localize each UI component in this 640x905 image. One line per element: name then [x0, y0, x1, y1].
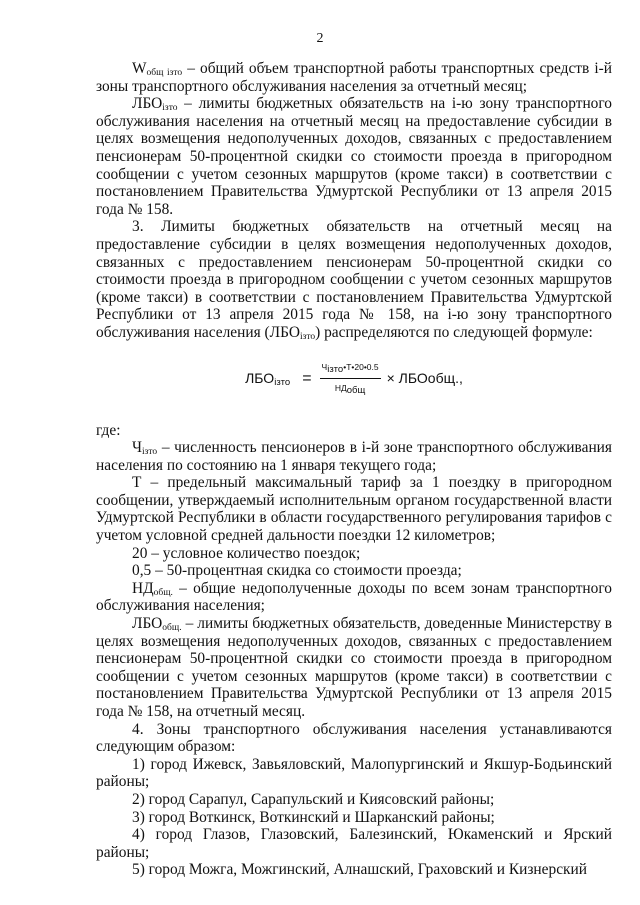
zone-item: 1) город Ижевск, Завьяловский, Малопургинский и Якшур-Бодьинский районы; — [96, 755, 612, 791]
definition-lbo-izto: $ЛБО_{iзто}$ – лимиты бюджетных обязательств на i-ю зону транспортного обслуживания населения на отчетный месяц на предоставление субсидии в целях возмещения недополученных доходов, связанных с предоставлением пенсионерам 50-процентной скидки со стоимости проезда в пригородном сообщении с учетом сезонных маршрутов (кроме такси) в соответствии с постановлением Правительства Удмуртской Республики от 13 апреля 2015 года № 158. — [96, 95, 612, 218]
paragraph-4: 4. Зоны транспортного обслуживания населения устанавливаются следующим образом: — [96, 720, 612, 756]
paragraph-3: 3. Лимиты бюджетных обязательств на отчетный месяц на предоставление субсидии в целях возмещения недополученных доходов, связанных с предоставлением пенсионерам 50-процентной скидки со стоимости проезда в пригородном сообщении с учетом сезонных маршрутов (кроме такси) в соответствии с постановлением Правительства Удмуртской Республики от 13 апреля 2015 года № 158, на i-ю зону транспортного обслуживания населения $(ЛБО_{iзто})$ распределяются по следующей формуле: — [96, 218, 612, 342]
formula-numerator: $Ч_{iзто}•Т•20•0.5$ — [320, 359, 381, 379]
zone-item: 4) город Глазов, Глазовский, Балезинский, Юкаменский и Ярский районы; — [96, 826, 612, 861]
formula-denominator: $НД_{общ}$ — [334, 383, 366, 396]
definition-ch: $Ч_{iзто}$ – численность пенсионеров в i-й зоне транспортного обслуживания населения по состоянию на 1 января текущего года; — [96, 439, 612, 474]
formula-fraction — [320, 359, 381, 397]
definition-20: 20 – условное количество поездок; — [132, 544, 361, 562]
document-body — [96, 60, 612, 879]
formula — [96, 360, 612, 398]
zone-item: 2) город Сарапул, Сарапульский и Киясовский районы; — [132, 790, 495, 808]
definition-05: 0,5 – 50-процентная скидка со стоимости проезда; — [132, 562, 462, 580]
definition-nd: $НД_{общ.}$ – общие недополученные доходы по всем зонам транспортного обслуживания населения; — [96, 579, 612, 615]
zone-item: 3) город Воткинск, Воткинский и Шарканский районы; — [132, 808, 495, 826]
page-number: 2 — [316, 31, 324, 46]
formula-equals: = — [302, 369, 312, 387]
definition-w: $W_{общ iзто}$ – общий объем транспортной работы транспортных средств i-й зоны транспортного обслуживания населения за отчетный месяц; — [96, 60, 612, 95]
definition-t: Т – предельный максимальный тариф за 1 поездку в пригородном сообщении, утверждаемый исполнительным органом государственной власти Удмуртской Республики в области государственного регулирования тарифов с учетом условной средней дальности поездки 12 километров; — [96, 474, 612, 545]
zone-item: 5) город Можга, Можгинский, Алнашский, Граховский и Кизнерский — [132, 861, 587, 879]
formula-rhs: × ЛБОобщ., — [386, 369, 463, 386]
formula-lhs: $ЛБО_{iзто}$ — [245, 369, 291, 388]
definition-lbo-obsh: $ЛБО_{общ.}$ – лимиты бюджетных обязательств, доведенные Министерству в целях возмещения недополученных доходов, связанных с предоставлением пенсионерам 50-процентной скидки со стоимости проезда в пригородном сообщении с учетом сезонных маршрутов (кроме такси) в соответствии с постановлением Правительства Удмуртской Республики от 13 апреля 2015 года № 158, на отчетный месяц. — [96, 615, 612, 720]
where-label: где: — [96, 421, 121, 439]
